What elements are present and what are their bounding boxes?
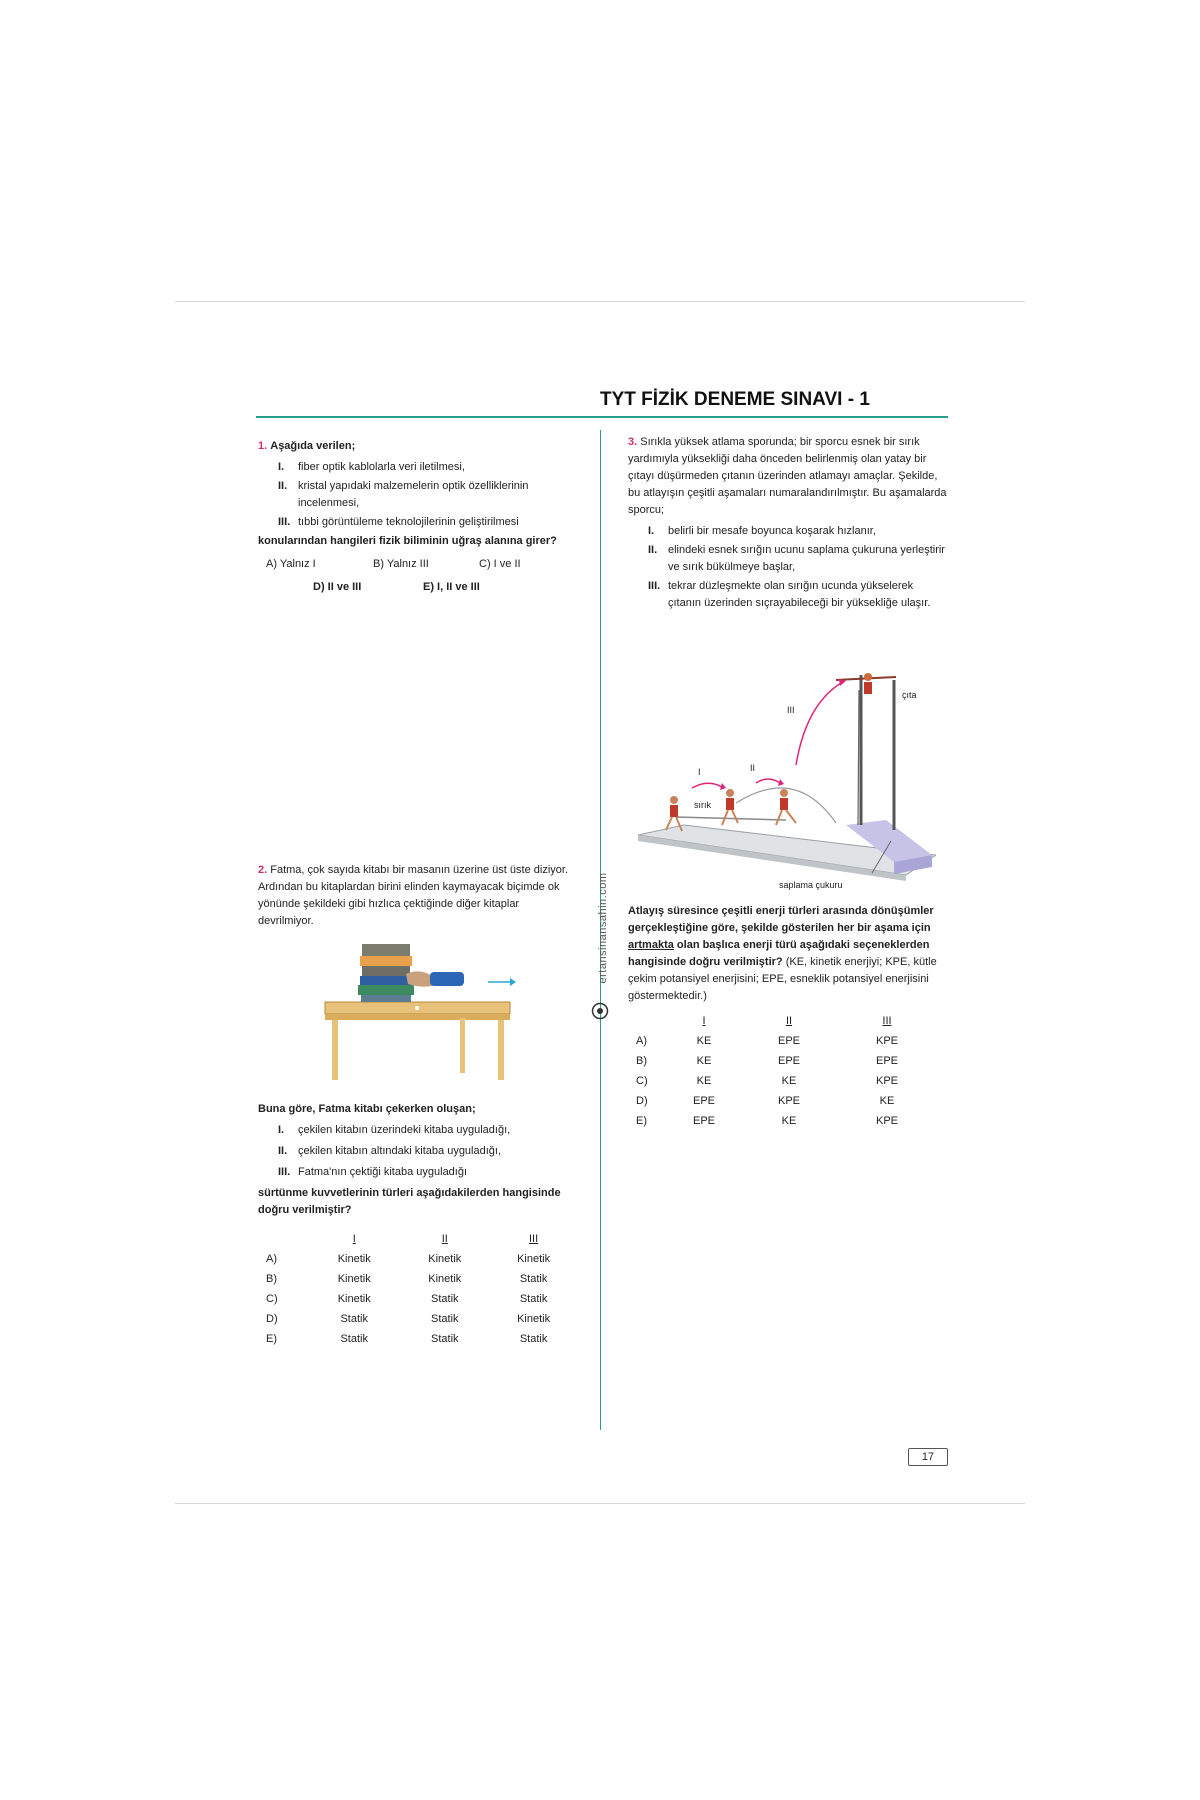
bottom-rule — [175, 1503, 1025, 1504]
col-header: III — [882, 1014, 892, 1027]
table-row[interactable]: E) Statik Statik Statik — [266, 1332, 548, 1345]
question-1 — [258, 438, 578, 599]
table-row[interactable]: B) KE EPE EPE — [636, 1054, 898, 1067]
page-number: 17 — [908, 1448, 948, 1466]
question-3-body — [628, 903, 948, 1131]
options-row — [258, 556, 578, 576]
statement-item: I. çekilen kitabın üzerindeki kitaba uyguladığı, — [278, 1124, 511, 1136]
question-stem: Sırıkla yüksek atlama sporunda; bir sporcu esnek bir sırık yardımıyla yüksekliği daha önceden belirlenmiş olan yatay bir çıtayı düşürmeden çıtanın üzerinden atlamayı amaçlar. Şekilde, bu atlayışın çeşitli aşamaları numaralandırılmıştır. Bu aşamalarda sporcu; — [628, 436, 947, 516]
statement-item: III. Fatma'nın çektiği kitaba uyguladığı — [278, 1166, 468, 1178]
label-stage-3: III — [787, 705, 795, 715]
option-a[interactable]: A) Yalnız I — [266, 558, 316, 570]
statement-item: III. tıbbi görüntüleme teknolojilerinin geliştirilmesi — [278, 516, 519, 528]
question-text: konularından hangileri fizik biliminin uğraş alanına girer? — [258, 535, 557, 547]
page-title: TYT FİZİK DENEME SINAVI - 1 — [600, 389, 870, 410]
question-stem: Aşağıda verilen; — [270, 440, 356, 452]
question-number: 1. — [258, 440, 268, 452]
watermark-logo-icon — [591, 1002, 609, 1020]
question-3 — [628, 434, 948, 612]
col-header: II — [441, 1232, 448, 1245]
label-pit: saplama çukuru — [779, 880, 843, 890]
table-header-row — [266, 1229, 578, 1249]
question-text: sürtünme kuvvetlerinin türleri aşağıdakilerden hangisinde doğru verilmiştir? — [258, 1187, 561, 1216]
question-2 — [258, 862, 568, 930]
statement-item: II. kristal yapıdaki malzemelerin optik özelliklerinin incelenmesi, — [278, 480, 529, 509]
label-sirik: sırık — [694, 800, 711, 810]
col-header: I — [352, 1232, 356, 1245]
label-cita: çıta — [902, 690, 917, 700]
answer-table — [636, 1011, 922, 1131]
top-rule — [175, 301, 1025, 302]
question-2-body — [258, 1101, 578, 1349]
option-b[interactable]: B) Yalnız III — [373, 558, 429, 570]
table-header-row — [636, 1011, 922, 1031]
col-header: II — [785, 1014, 793, 1027]
question-number: 2. — [258, 864, 268, 876]
statement-item: II. elindeki esnek sırığın ucunu saplama çukuruna yerleştirir ve sırık bükülmeye başlar, — [648, 544, 945, 573]
statement-item: III. tekrar düzleşmekte olan sırığın ucunda yükselerek çıtanın üzerinden sıçrayabileceği bir yüksekliğe ulaşır. — [648, 580, 931, 609]
title-underline — [256, 416, 948, 418]
question-number: 3. — [628, 436, 638, 448]
question-text: Atlayış süresince çeşitli enerji türleri arasında dönüşümler gerçekleştiğine göre, şekilde gösterilen her bir aşama için artmakta olan başlıca enerji türü aşağıdaki seçeneklerden hangisinde doğru verilmiştir? (KE, kinetik enerjiyi; KPE, kütle çekim potansiyel enerjisini; EPE, esneklik potansiyel enerjisini göstermektedir.) — [628, 905, 937, 1002]
table-row[interactable]: D) Statik Statik Kinetik — [266, 1312, 551, 1325]
option-e[interactable]: E) I, II ve III — [423, 581, 480, 593]
label-stage-2: II — [750, 763, 756, 773]
answer-table — [266, 1229, 578, 1349]
col-header: III — [529, 1232, 539, 1245]
question-lead: Buna göre, Fatma kitabı çekerken oluşan; — [258, 1103, 476, 1115]
options-row — [258, 579, 578, 599]
table-row[interactable]: E) EPE KE KPE — [636, 1114, 898, 1127]
watermark — [588, 862, 612, 1012]
table-row[interactable]: C) Kinetik Statik Statik — [266, 1292, 548, 1305]
option-c[interactable]: C) I ve II — [479, 558, 521, 570]
statement-item: I. fiber optik kablolarla veri iletilmesi, — [278, 461, 465, 473]
label-stage-1: I — [698, 767, 701, 777]
table-row[interactable]: D) EPE KPE KE — [636, 1094, 895, 1107]
col-header: I — [702, 1014, 706, 1027]
statement-item: I. belirli bir mesafe boyunca koşarak hızlanır, — [648, 525, 876, 537]
table-row[interactable]: A) KE EPE KPE — [636, 1034, 898, 1047]
option-d[interactable]: D) II ve III — [313, 581, 362, 593]
statement-item: II. çekilen kitabın altındaki kitaba uyguladığı, — [278, 1145, 502, 1157]
table-row[interactable]: A) Kinetik Kinetik Kinetik — [266, 1252, 551, 1265]
books-table-figure — [320, 940, 520, 1085]
table-row[interactable]: C) KE KE KPE — [636, 1074, 898, 1087]
table-row[interactable]: B) Kinetik Kinetik Statik — [266, 1272, 548, 1285]
pole-vault-figure — [636, 655, 936, 890]
question-stem: Fatma, çok sayıda kitabı bir masanın üzerine üst üste diziyor. Ardından bu kitaplardan birini elinden kaymayacak biçimde ok yönünde şekildeki gibi hızlıca çektiğinde diğer kitaplar devrilmiyor. — [258, 864, 568, 927]
watermark-text: ertansinansahin.com — [597, 872, 609, 984]
